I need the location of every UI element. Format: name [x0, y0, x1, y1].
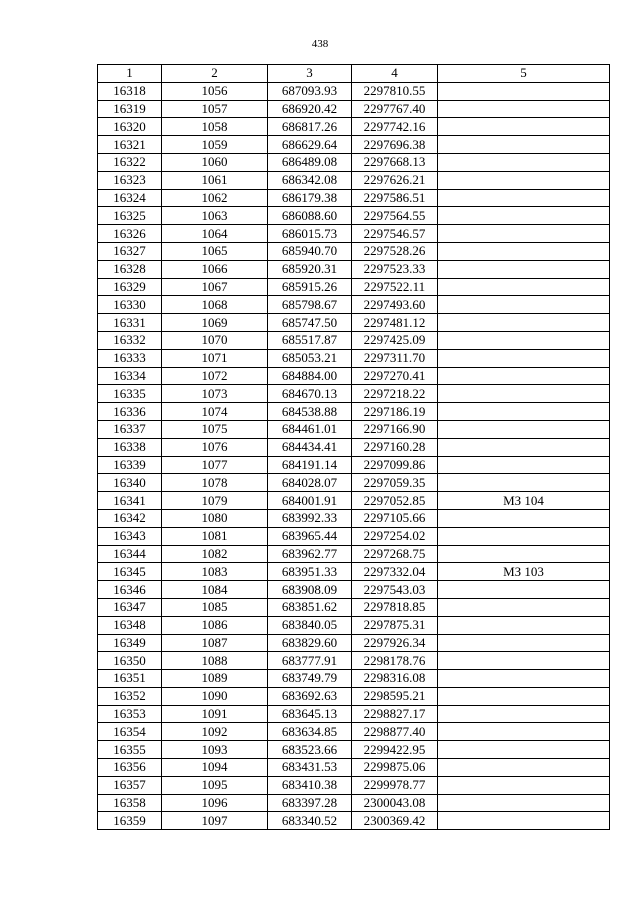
table-cell-col-3: 684001.91: [268, 492, 352, 510]
table-cell-col-2: 1072: [162, 367, 268, 385]
table-cell-col-1: 16338: [98, 438, 162, 456]
table-cell-col-5: [438, 207, 610, 225]
table-cell-col-1: 16327: [98, 242, 162, 260]
table-cell-col-4: 2297875.31: [352, 616, 438, 634]
table-body: [98, 82, 610, 829]
table-row: [98, 776, 610, 794]
table-cell-col-1: 16321: [98, 136, 162, 154]
table-cell-col-4: 2297522.11: [352, 278, 438, 296]
table-cell-col-1: 16328: [98, 260, 162, 278]
table-cell-col-5: [438, 136, 610, 154]
table-cell-col-1: 16348: [98, 616, 162, 634]
table-cell-col-4: 2297523.33: [352, 260, 438, 278]
table-cell-col-2: 1058: [162, 118, 268, 136]
table-cell-col-3: 683777.91: [268, 652, 352, 670]
table-cell-col-3: 686179.38: [268, 189, 352, 207]
table-cell-col-2: 1075: [162, 420, 268, 438]
table-row: [98, 403, 610, 421]
table-row: [98, 225, 610, 243]
table-row: [98, 545, 610, 563]
table-cell-col-5: МЗ 103: [438, 563, 610, 581]
table-cell-col-4: 2297254.02: [352, 527, 438, 545]
table-cell-col-3: 685053.21: [268, 349, 352, 367]
table-row: [98, 527, 610, 545]
table-cell-col-1: 16335: [98, 385, 162, 403]
table-cell-col-2: 1076: [162, 438, 268, 456]
table-cell-col-2: 1060: [162, 153, 268, 171]
table-cell-col-3: 683749.79: [268, 670, 352, 688]
table-cell-col-1: 16345: [98, 563, 162, 581]
table-cell-col-5: [438, 812, 610, 830]
table-cell-col-2: 1073: [162, 385, 268, 403]
table-cell-col-5: [438, 153, 610, 171]
table-cell-col-5: [438, 616, 610, 634]
table-row: [98, 670, 610, 688]
table-cell-col-1: 16322: [98, 153, 162, 171]
table-cell-col-2: 1090: [162, 687, 268, 705]
table-cell-col-1: 16329: [98, 278, 162, 296]
table-cell-col-4: 2297586.51: [352, 189, 438, 207]
table-cell-col-5: [438, 171, 610, 189]
table-cell-col-2: 1084: [162, 581, 268, 599]
table-cell-col-5: [438, 225, 610, 243]
table-cell-col-2: 1061: [162, 171, 268, 189]
table-cell-col-4: 2298827.17: [352, 705, 438, 723]
table-cell-col-3: 683692.63: [268, 687, 352, 705]
table-cell-col-3: 683829.60: [268, 634, 352, 652]
table-cell-col-3: 686489.08: [268, 153, 352, 171]
table-cell-col-4: 2297160.28: [352, 438, 438, 456]
column-header-1: 1: [98, 65, 162, 83]
table-cell-col-3: 684538.88: [268, 403, 352, 421]
table-cell-col-2: 1080: [162, 509, 268, 527]
table-row: [98, 100, 610, 118]
table-cell-col-2: 1069: [162, 314, 268, 332]
table-row: [98, 652, 610, 670]
table-row: [98, 509, 610, 527]
table-row: [98, 794, 610, 812]
table-row: [98, 331, 610, 349]
table-row: [98, 207, 610, 225]
table-cell-col-3: 683840.05: [268, 616, 352, 634]
table-cell-col-2: 1089: [162, 670, 268, 688]
table-cell-col-4: 2297425.09: [352, 331, 438, 349]
table-cell-col-3: 686088.60: [268, 207, 352, 225]
table-row: [98, 723, 610, 741]
table-row: [98, 296, 610, 314]
table-cell-col-4: 2297270.41: [352, 367, 438, 385]
table-cell-col-5: [438, 349, 610, 367]
table-cell-col-3: 687093.93: [268, 82, 352, 100]
table-cell-col-5: [438, 705, 610, 723]
table-cell-col-4: 2297528.26: [352, 242, 438, 260]
table-cell-col-3: 686920.42: [268, 100, 352, 118]
table-row: [98, 136, 610, 154]
table-cell-col-4: 2299422.95: [352, 741, 438, 759]
table-cell-col-5: [438, 634, 610, 652]
table-cell-col-3: 684461.01: [268, 420, 352, 438]
table-cell-col-1: 16359: [98, 812, 162, 830]
table-cell-col-1: 16320: [98, 118, 162, 136]
table-cell-col-1: 16332: [98, 331, 162, 349]
table-row: [98, 456, 610, 474]
table-cell-col-5: [438, 82, 610, 100]
table-row: [98, 687, 610, 705]
table-cell-col-3: 683851.62: [268, 598, 352, 616]
table-cell-col-2: 1082: [162, 545, 268, 563]
table-row: [98, 616, 610, 634]
table-row: [98, 438, 610, 456]
table-cell-col-4: 2297626.21: [352, 171, 438, 189]
table-cell-col-5: [438, 331, 610, 349]
table-cell-col-4: 2297099.86: [352, 456, 438, 474]
table-cell-col-5: [438, 314, 610, 332]
table-cell-col-5: [438, 527, 610, 545]
table-cell-col-5: [438, 545, 610, 563]
table-cell-col-3: 685517.87: [268, 331, 352, 349]
table-cell-col-2: 1068: [162, 296, 268, 314]
table-row: [98, 474, 610, 492]
table-cell-col-2: 1071: [162, 349, 268, 367]
table-cell-col-4: 2297818.85: [352, 598, 438, 616]
table-row: [98, 349, 610, 367]
table-cell-col-5: [438, 189, 610, 207]
table-cell-col-5: [438, 509, 610, 527]
table-cell-col-3: 683908.09: [268, 581, 352, 599]
table-cell-col-1: 16356: [98, 759, 162, 777]
table-cell-col-1: 16337: [98, 420, 162, 438]
table-cell-col-4: 2297493.60: [352, 296, 438, 314]
column-header-4: 4: [352, 65, 438, 83]
table-cell-col-5: [438, 474, 610, 492]
table-cell-col-3: 684434.41: [268, 438, 352, 456]
table-cell-col-3: 686342.08: [268, 171, 352, 189]
table-row: [98, 563, 610, 581]
table-cell-col-5: [438, 598, 610, 616]
table-cell-col-3: 683410.38: [268, 776, 352, 794]
table-cell-col-1: 16347: [98, 598, 162, 616]
table-cell-col-1: 16319: [98, 100, 162, 118]
table-row: [98, 153, 610, 171]
table-cell-col-5: [438, 278, 610, 296]
table-cell-col-2: 1085: [162, 598, 268, 616]
table-cell-col-3: 684670.13: [268, 385, 352, 403]
page-number: 438: [311, 38, 329, 50]
table-cell-col-2: 1087: [162, 634, 268, 652]
table-cell-col-4: 2297742.16: [352, 118, 438, 136]
table-cell-col-1: 16323: [98, 171, 162, 189]
table-cell-col-1: 16357: [98, 776, 162, 794]
coordinates-table: [97, 64, 610, 830]
table-row: [98, 385, 610, 403]
table-cell-col-1: 16343: [98, 527, 162, 545]
table-cell-col-4: 2297564.55: [352, 207, 438, 225]
table-cell-col-3: 684191.14: [268, 456, 352, 474]
table-cell-col-1: 16344: [98, 545, 162, 563]
table-header-row: [98, 65, 610, 83]
table-cell-col-1: 16354: [98, 723, 162, 741]
table-cell-col-1: 16358: [98, 794, 162, 812]
table-cell-col-1: 16325: [98, 207, 162, 225]
table-cell-col-2: 1056: [162, 82, 268, 100]
table-cell-col-1: 16318: [98, 82, 162, 100]
table-row: [98, 812, 610, 830]
table-cell-col-2: 1093: [162, 741, 268, 759]
table-cell-col-3: 683992.33: [268, 509, 352, 527]
table-cell-col-1: 16330: [98, 296, 162, 314]
table-cell-col-1: 16352: [98, 687, 162, 705]
table-cell-col-3: 683951.33: [268, 563, 352, 581]
table-cell-col-5: [438, 385, 610, 403]
table-cell-col-2: 1057: [162, 100, 268, 118]
table-cell-col-2: 1083: [162, 563, 268, 581]
table-cell-col-3: 683523.66: [268, 741, 352, 759]
table-cell-col-3: 683340.52: [268, 812, 352, 830]
table-cell-col-4: 2297332.04: [352, 563, 438, 581]
table-cell-col-1: 16355: [98, 741, 162, 759]
table-cell-col-5: [438, 118, 610, 136]
table-cell-col-2: 1059: [162, 136, 268, 154]
table-cell-col-3: 685747.50: [268, 314, 352, 332]
table-cell-col-5: [438, 723, 610, 741]
table-cell-col-1: 16326: [98, 225, 162, 243]
table-cell-col-2: 1079: [162, 492, 268, 510]
table-row: [98, 741, 610, 759]
table-cell-col-4: 2297268.75: [352, 545, 438, 563]
table-cell-col-5: [438, 670, 610, 688]
table-cell-col-4: 2297311.70: [352, 349, 438, 367]
table-row: [98, 598, 610, 616]
table-cell-col-4: 2297668.13: [352, 153, 438, 171]
table-cell-col-3: 683634.85: [268, 723, 352, 741]
table-cell-col-2: 1097: [162, 812, 268, 830]
table-cell-col-1: 16333: [98, 349, 162, 367]
table-cell-col-2: 1091: [162, 705, 268, 723]
table-cell-col-2: 1094: [162, 759, 268, 777]
table-cell-col-3: 683962.77: [268, 545, 352, 563]
table-cell-col-4: 2298316.08: [352, 670, 438, 688]
table-cell-col-5: [438, 367, 610, 385]
table-row: [98, 581, 610, 599]
table-row: [98, 420, 610, 438]
column-header-2: 2: [162, 65, 268, 83]
table-cell-col-4: 2297546.57: [352, 225, 438, 243]
table-cell-col-2: 1081: [162, 527, 268, 545]
table-cell-col-5: [438, 420, 610, 438]
table-cell-col-3: 686817.26: [268, 118, 352, 136]
table-cell-col-4: 2297696.38: [352, 136, 438, 154]
table-cell-col-4: 2297105.66: [352, 509, 438, 527]
table-cell-col-1: 16342: [98, 509, 162, 527]
table-cell-col-1: 16341: [98, 492, 162, 510]
table-cell-col-1: 16334: [98, 367, 162, 385]
table-cell-col-5: [438, 456, 610, 474]
table-cell-col-3: 686629.64: [268, 136, 352, 154]
table-row: [98, 705, 610, 723]
table-cell-col-3: 685940.70: [268, 242, 352, 260]
table-cell-col-4: 2297059.35: [352, 474, 438, 492]
table-cell-col-5: [438, 794, 610, 812]
table-row: [98, 260, 610, 278]
table-cell-col-4: 2297186.19: [352, 403, 438, 421]
table-cell-col-5: МЗ 104: [438, 492, 610, 510]
table-cell-col-2: 1092: [162, 723, 268, 741]
table-cell-col-2: 1065: [162, 242, 268, 260]
table-cell-col-4: 2297810.55: [352, 82, 438, 100]
table-cell-col-1: 16353: [98, 705, 162, 723]
table-cell-col-2: 1066: [162, 260, 268, 278]
table-row: [98, 278, 610, 296]
table-cell-col-4: 2297767.40: [352, 100, 438, 118]
table-cell-col-3: 684028.07: [268, 474, 352, 492]
table-cell-col-2: 1074: [162, 403, 268, 421]
table-cell-col-2: 1077: [162, 456, 268, 474]
table-cell-col-5: [438, 438, 610, 456]
table-cell-col-5: [438, 100, 610, 118]
table-cell-col-1: 16331: [98, 314, 162, 332]
table-row: [98, 634, 610, 652]
table-cell-col-4: 2298178.76: [352, 652, 438, 670]
table-cell-col-1: 16324: [98, 189, 162, 207]
table-cell-col-5: [438, 260, 610, 278]
table-row: [98, 118, 610, 136]
column-header-5: 5: [438, 65, 610, 83]
table-row: [98, 492, 610, 510]
table-cell-col-1: 16336: [98, 403, 162, 421]
table-cell-col-1: 16350: [98, 652, 162, 670]
table-cell-col-1: 16349: [98, 634, 162, 652]
table-cell-col-2: 1096: [162, 794, 268, 812]
table-cell-col-2: 1070: [162, 331, 268, 349]
table-cell-col-5: [438, 403, 610, 421]
table-cell-col-2: 1067: [162, 278, 268, 296]
table-cell-col-2: 1064: [162, 225, 268, 243]
table-cell-col-1: 16339: [98, 456, 162, 474]
table-cell-col-4: 2297052.85: [352, 492, 438, 510]
table-cell-col-5: [438, 296, 610, 314]
table-cell-col-3: 686015.73: [268, 225, 352, 243]
table-cell-col-3: 685915.26: [268, 278, 352, 296]
table-cell-col-3: 683645.13: [268, 705, 352, 723]
table-cell-col-2: 1086: [162, 616, 268, 634]
table-cell-col-2: 1095: [162, 776, 268, 794]
table-cell-col-4: 2297218.22: [352, 385, 438, 403]
table-cell-col-4: 2300369.42: [352, 812, 438, 830]
table-cell-col-4: 2298595.21: [352, 687, 438, 705]
table-cell-col-3: 685798.67: [268, 296, 352, 314]
table-cell-col-5: [438, 687, 610, 705]
table-cell-col-2: 1088: [162, 652, 268, 670]
table-cell-col-5: [438, 759, 610, 777]
table-row: [98, 314, 610, 332]
table-cell-col-5: [438, 242, 610, 260]
table-cell-col-5: [438, 652, 610, 670]
table-row: [98, 171, 610, 189]
table-cell-col-4: 2298877.40: [352, 723, 438, 741]
table-cell-col-4: 2299978.77: [352, 776, 438, 794]
table-cell-col-1: 16346: [98, 581, 162, 599]
table-cell-col-2: 1063: [162, 207, 268, 225]
table-cell-col-2: 1062: [162, 189, 268, 207]
table-cell-col-3: 683431.53: [268, 759, 352, 777]
table-cell-col-1: 16351: [98, 670, 162, 688]
table-cell-col-4: 2299875.06: [352, 759, 438, 777]
table-cell-col-3: 685920.31: [268, 260, 352, 278]
table-row: [98, 367, 610, 385]
table-cell-col-3: 683965.44: [268, 527, 352, 545]
table-row: [98, 82, 610, 100]
table-cell-col-4: 2297926.34: [352, 634, 438, 652]
table-cell-col-5: [438, 776, 610, 794]
table-cell-col-3: 684884.00: [268, 367, 352, 385]
table-cell-col-1: 16340: [98, 474, 162, 492]
table-row: [98, 189, 610, 207]
table-cell-col-4: 2297481.12: [352, 314, 438, 332]
table-row: [98, 242, 610, 260]
table-row: [98, 759, 610, 777]
table-cell-col-3: 683397.28: [268, 794, 352, 812]
table-cell-col-4: 2300043.08: [352, 794, 438, 812]
table-cell-col-5: [438, 581, 610, 599]
table-cell-col-5: [438, 741, 610, 759]
column-header-3: 3: [268, 65, 352, 83]
table-cell-col-4: 2297166.90: [352, 420, 438, 438]
table-cell-col-4: 2297543.03: [352, 581, 438, 599]
table-cell-col-2: 1078: [162, 474, 268, 492]
